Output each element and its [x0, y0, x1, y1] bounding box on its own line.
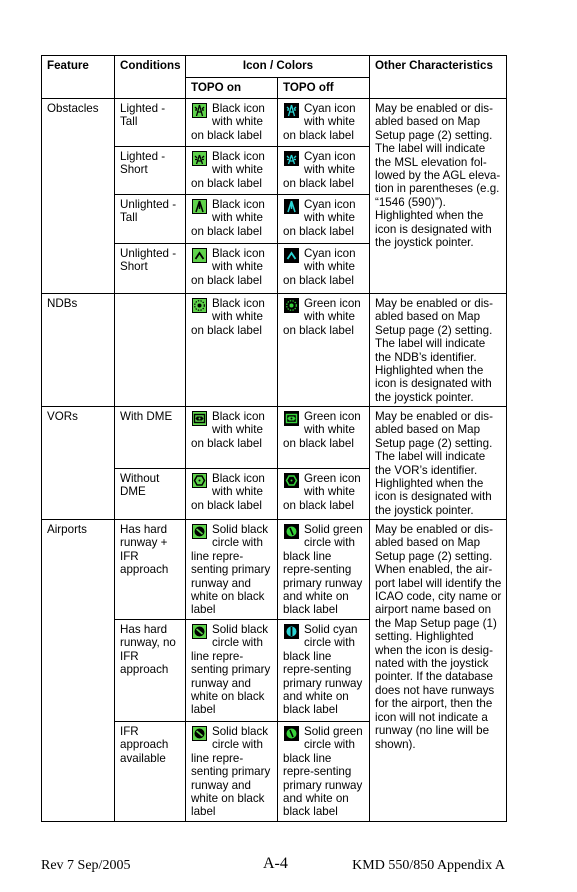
topo-off-airport-ifr-available: Solid green circle with black line repre-senting primary runway and white on black label: [277, 721, 370, 822]
vor-icon: [192, 473, 207, 488]
footer-revision: Rev 7 Sep/2005: [41, 858, 131, 873]
condition-hard-no-ifr: Has hard runway, no IFR approach: [114, 619, 186, 722]
topo-off-ndb: Green icon with white on black label: [277, 293, 370, 407]
airport-ifr-icon: [284, 524, 299, 539]
footer-document-title: KMD 550/850 Appendix A: [352, 858, 505, 873]
lighted-short-obstacle-icon: [284, 151, 299, 166]
topo-off-airport-hard-ifr: Solid green circle with black line repre-senting primary runway and white on black label: [277, 519, 370, 620]
topo-off-lighted-short: Cyan icon with white on black label: [277, 146, 370, 195]
footer-page-number: A-4: [263, 855, 288, 872]
topo-on-vor: Black icon with white on black label: [185, 468, 278, 520]
feature-airports: Airports: [41, 519, 115, 822]
header-other-characteristics: Other Characteristics: [369, 55, 507, 99]
header-topo-on: TOPO on: [185, 77, 278, 99]
vor-dme-icon: [192, 411, 207, 426]
unlighted-short-obstacle-icon: [192, 248, 207, 263]
condition-lighted-short: Lighted - Short: [114, 146, 186, 195]
topo-off-unlighted-short: Cyan icon with white on black label: [277, 243, 370, 294]
unlighted-tall-obstacle-icon: [192, 199, 207, 214]
unlighted-short-obstacle-icon: [284, 248, 299, 263]
condition-unlighted-tall: Unlighted - Tall: [114, 194, 186, 244]
other-vors: May be enabled or dis-abled based on Map Setup page (2) setting. The label will indicate the VOR’s identifier. Highlighted when the icon is designated with the joystick pointer.: [369, 406, 507, 520]
topo-on-unlighted-tall: Black icon with white on black label: [185, 194, 278, 244]
airport-non-ifr-icon: [284, 624, 299, 639]
condition-hard-ifr: Has hard runway + IFR approach: [114, 519, 186, 620]
condition-ifr-available: IFR approach available: [114, 721, 186, 822]
vor-icon: [284, 473, 299, 488]
topo-off-vor-dme: Green icon with white on black label: [277, 406, 370, 469]
other-airports: May be enabled or dis-abled based on Map Setup page (2) setting. When enabled, the air-port label will identify the ICAO code, city name or airport name based on the Map Setup page (1) setting. Highlighted when the icon is desig-nated with the joystick pointer. If the database does not have runways for the airport, then the icon will not indicate a runway (no line will be shown).: [369, 519, 507, 822]
header-feature: Feature: [41, 55, 115, 99]
topo-on-lighted-short: Black icon with white on black label: [185, 146, 278, 195]
topo-off-airport-hard-no-ifr: Solid cyan circle with black line repre-senting primary runway and white on black label: [277, 619, 370, 722]
lighted-short-obstacle-icon: [192, 151, 207, 166]
feature-vors: VORs: [41, 406, 115, 520]
other-obstacles: May be enabled or dis-abled based on Map Setup page (2) setting. The label will indicate the MSL elevation fol-lowed by the AGL eleva-tion in parentheses (e.g. “1546 (590)”). Highlighted when the icon is designated with the joystick pointer.: [369, 98, 507, 294]
unlighted-tall-obstacle-icon: [284, 199, 299, 214]
header-conditions: Conditions: [114, 55, 186, 99]
vor-dme-icon: [284, 411, 299, 426]
feature-ndbs: NDBs: [41, 293, 115, 407]
topo-on-airport-ifr-available: Solid black circle with line repre-senting primary runway and white on black label: [185, 721, 278, 822]
lighted-tall-obstacle-icon: [192, 103, 207, 118]
airport-non-ifr-icon: [192, 624, 207, 639]
topo-on-vor-dme: Black icon with white on black label: [185, 406, 278, 469]
topo-off-vor: Green icon with white on black label: [277, 468, 370, 520]
ndb-icon: [192, 298, 207, 313]
topo-on-unlighted-short: Black icon with white on black label: [185, 243, 278, 294]
feature-table: [41, 55, 507, 822]
condition-lighted-tall: Lighted - Tall: [114, 98, 186, 147]
header-topo-off: TOPO off: [277, 77, 370, 99]
topo-off-unlighted-tall: Cyan icon with white on black label: [277, 194, 370, 244]
topo-on-ndb: Black icon with white on black label: [185, 293, 278, 407]
condition-without-dme: Without DME: [114, 468, 186, 520]
feature-obstacles: Obstacles: [41, 98, 115, 294]
condition-ndbs: [114, 293, 186, 407]
topo-on-lighted-tall: Black icon with white on black label: [185, 98, 278, 147]
airport-ifr-available-icon: [284, 726, 299, 741]
header-icon-colors: Icon / Colors: [185, 55, 370, 78]
other-ndbs: May be enabled or dis-abled based on Map Setup page (2) setting. The label will indicate the NDB’s identifier. Highlighted when the icon is designated with the joystick pointer.: [369, 293, 507, 407]
condition-with-dme: With DME: [114, 406, 186, 469]
topo-on-airport-hard-no-ifr: Solid black circle with line repre-senting primary runway and white on black label: [185, 619, 278, 722]
airport-ifr-available-icon: [192, 726, 207, 741]
topo-on-airport-hard-ifr: Solid black circle with line repre-senting primary runway and white on black label: [185, 519, 278, 620]
lighted-tall-obstacle-icon: [284, 103, 299, 118]
ndb-icon: [284, 298, 299, 313]
airport-ifr-icon: [192, 524, 207, 539]
topo-off-lighted-tall: Cyan icon with white on black label: [277, 98, 370, 147]
condition-unlighted-short: Unlighted - Short: [114, 243, 186, 294]
